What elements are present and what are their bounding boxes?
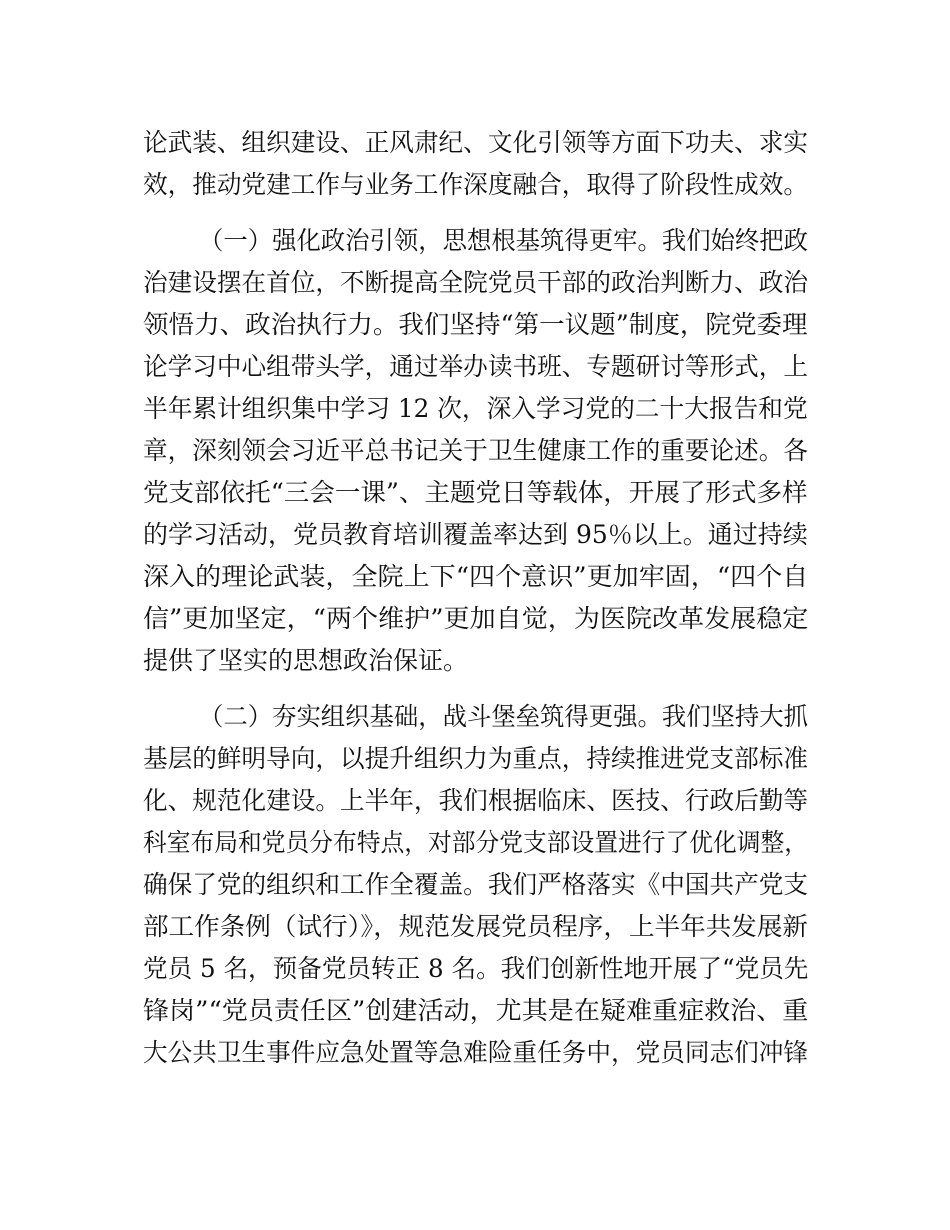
paragraph-first-line: （二）夯实组织基础，战斗堡垒筑得更强。我们坚持大抓 [199,702,809,731]
text-line: 科室布局和党员分布特点，对部分党支部设置进行了优化调整， [143,828,809,857]
text-line: 大公共卫生事件应急处置等急难险重任务中，党员同志们冲锋 [143,1038,809,1067]
text-line: 锋岗”“党员责任区”创建活动，尤其是在疑难重症救治、重 [143,996,809,1025]
text-line: 半年累计组织集中学习 12 次，深入学习党的二十大报告和党 [143,394,808,423]
text-line: 的学习活动，党员教育培训覆盖率达到 95％以上。通过持续 [143,520,808,549]
text-line: 治建设摆在首位，不断提高全院党员干部的政治判断力、政治 [143,268,809,297]
text-line: 化、规范化建设。上半年，我们根据临床、医技、行政后勤等 [143,786,809,815]
text-line: 深入的理论武装，全院上下“四个意识”更加牢固，“四个自 [143,562,809,591]
text-line: 章，深刻领会习近平总书记关于卫生健康工作的重要论述。各 [143,436,809,465]
text-line: 党支部依托“三会一课”、主题党日等载体，开展了形式多样 [143,478,808,507]
text-line: 效，推动党建工作与业务工作深度融合，取得了阶段性成效。 [143,170,809,199]
text-line: 领悟力、政治执行力。我们坚持“第一议题”制度，院党委理 [143,310,808,339]
text-line: 部工作条例（试行）》，规范发展党员程序，上半年共发展新 [143,912,809,941]
paragraph-first-line: （一）强化政治引领，思想根基筑得更牢。我们始终把政 [199,226,809,255]
text-line: 确保了党的组织和工作全覆盖。我们严格落实《中国共产党支 [143,870,809,899]
text-line: 基层的鲜明导向，以提升组织力为重点，持续推进党支部标准 [143,744,809,773]
text-line: 论学习中心组带头学，通过举办读书班、专题研讨等形式，上 [143,352,809,381]
text-line: 信”更加坚定，“两个维护”更加自觉，为医院改革发展稳定 [143,604,809,633]
text-line: 提供了坚实的思想政治保证。 [143,646,469,675]
text-line: 党员 5 名，预备党员转正 8 名。我们创新性地开展了“党员先 [143,954,809,983]
text-line: 论武装、组织建设、正风肃纪、文化引领等方面下功夫、求实 [143,128,809,157]
